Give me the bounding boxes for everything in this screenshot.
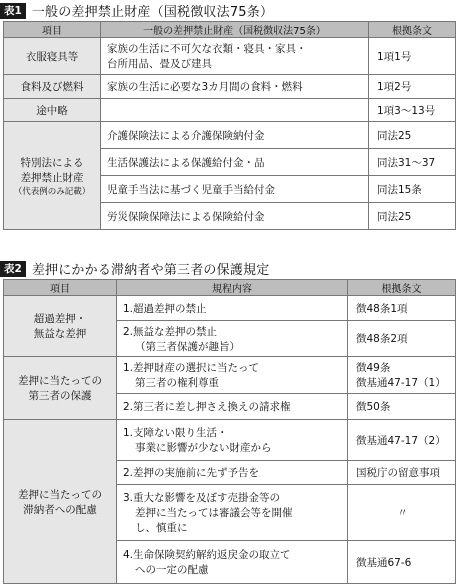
row-item: 衣服寝具等 xyxy=(4,38,101,75)
rule-line: 2.無益な差押の禁止 xyxy=(123,325,218,338)
rule-line: 2.第三者に差し押さえ換えの請求権 xyxy=(123,401,291,413)
item-line: 特別法による xyxy=(20,156,84,169)
item-note: （代表例のみ記載） xyxy=(13,186,91,197)
table-row xyxy=(4,420,456,461)
rule-line: 3.重大な影響を及ぼす売掛金等の xyxy=(123,492,281,504)
item-line: 超過差押・ xyxy=(33,313,87,325)
row-content: 労災保険保障法による保険給付金 xyxy=(101,203,369,230)
row-ref: 同法31～37 xyxy=(369,149,456,176)
table-row xyxy=(4,296,456,321)
exempt-property-table xyxy=(3,21,456,230)
rule-ref: 徴48条2項 xyxy=(348,321,456,357)
group-item xyxy=(4,357,117,420)
table-row xyxy=(4,357,456,394)
column-header: 規程内容 xyxy=(117,280,348,296)
rule-line: 1.差押財産の選択に当たって xyxy=(123,362,260,374)
row-ref: 1項2号 xyxy=(369,75,456,99)
column-header: 根拠条文 xyxy=(348,280,456,296)
item-line: 差押禁止財産 xyxy=(20,171,84,184)
group-item xyxy=(4,296,117,357)
row-content: 介護保険法による介護保険納付金 xyxy=(101,122,369,149)
rule-line: 1.支障ない限り生活・ xyxy=(123,427,228,439)
rule-content xyxy=(117,296,348,321)
rule-line: 1.超過差押の禁止 xyxy=(123,302,207,315)
table2-heading xyxy=(0,259,269,278)
rule-content xyxy=(117,321,348,357)
rule-line: 第三者の権利尊重 xyxy=(135,377,219,389)
ref-line: 徴49条 xyxy=(356,362,391,374)
table1-badge: 表1 xyxy=(0,3,26,19)
row-item: 食料及び燃料 xyxy=(4,75,101,99)
rule-line: （第三者保護が趣旨） xyxy=(135,340,240,353)
rule-ref: 徴50条 xyxy=(348,394,456,420)
rule-content xyxy=(117,420,348,461)
content-line: 家族の生活に不可欠な衣類・寝具・家具・ xyxy=(107,43,307,55)
column-header: 項目 xyxy=(4,280,117,296)
row-ref: 同法15条 xyxy=(369,176,456,203)
rule-content xyxy=(117,541,348,584)
row-ref: 同法25 xyxy=(369,203,456,230)
special-law-item xyxy=(4,122,101,230)
rule-line: し、慎重に xyxy=(135,522,188,534)
group-item xyxy=(4,420,117,584)
column-header: 根拠条文 xyxy=(369,22,456,38)
ref-line: 徴基通47-17（1） xyxy=(356,377,446,389)
table2-badge: 表2 xyxy=(0,261,26,277)
row-content: 生活保護法による保護給付金・品 xyxy=(101,149,369,176)
item-line: 第三者の保護 xyxy=(28,390,92,402)
row-content: 児童手当法に基づく児童手当給付金 xyxy=(101,176,369,203)
rule-ref: 徴48条1項 xyxy=(348,296,456,321)
table-row xyxy=(4,122,456,149)
row-content: 家族の生活に必要な3カ月間の食料・燃料 xyxy=(101,75,369,99)
row-content xyxy=(101,99,369,122)
rule-line: 2.差押の実施前に先ず予告を xyxy=(123,467,260,479)
rule-line: 4.生命保険契約解約返戻金の取立て xyxy=(123,549,291,561)
item-line: 差押に当たっての xyxy=(18,375,102,387)
rule-content xyxy=(117,461,348,485)
table-row xyxy=(4,75,456,99)
row-ref: 1項3～13号 xyxy=(369,99,456,122)
row-ref: 同法25 xyxy=(369,122,456,149)
rule-ref: 国税庁の留意事項 xyxy=(348,461,456,485)
table-row xyxy=(4,38,456,75)
column-header: 項目 xyxy=(4,22,101,38)
protection-rules-table xyxy=(3,279,456,584)
row-ref: 1項1号 xyxy=(369,38,456,75)
table2-title: 差押にかかる滞納者や第三者の保護規定 xyxy=(31,263,270,278)
table1-heading xyxy=(0,1,273,20)
table1-title: 一般の差押禁止財産（国税徴収法75条） xyxy=(31,5,274,20)
item-line: 無益な差押 xyxy=(33,328,87,340)
table-header-row xyxy=(4,22,456,38)
row-item: 途中略 xyxy=(4,99,101,122)
row-content xyxy=(101,38,369,75)
rule-ref: 〃 xyxy=(348,485,456,541)
rule-content xyxy=(117,394,348,420)
rule-line: への一定の配慮 xyxy=(135,564,209,576)
item-line: 滞納者への配慮 xyxy=(23,503,97,516)
rule-ref: 徴基通47-17（2） xyxy=(348,420,456,461)
table-header-row xyxy=(4,280,456,296)
column-header: 一般の差押禁止財産（国税徴収法75条） xyxy=(101,22,369,38)
rule-line: 差押に当たっては審議会等を開催 xyxy=(135,507,293,519)
rule-ref xyxy=(348,357,456,394)
rule-content xyxy=(117,357,348,394)
rule-content xyxy=(117,485,348,541)
item-line: 差押に当たっての xyxy=(18,488,102,501)
rule-line: 事業に影響が少ない財産から xyxy=(135,442,272,454)
rule-ref: 徴基通67-6 xyxy=(348,541,456,584)
table-row xyxy=(4,99,456,122)
content-line: 台所用品、畳及び建具 xyxy=(107,58,212,70)
